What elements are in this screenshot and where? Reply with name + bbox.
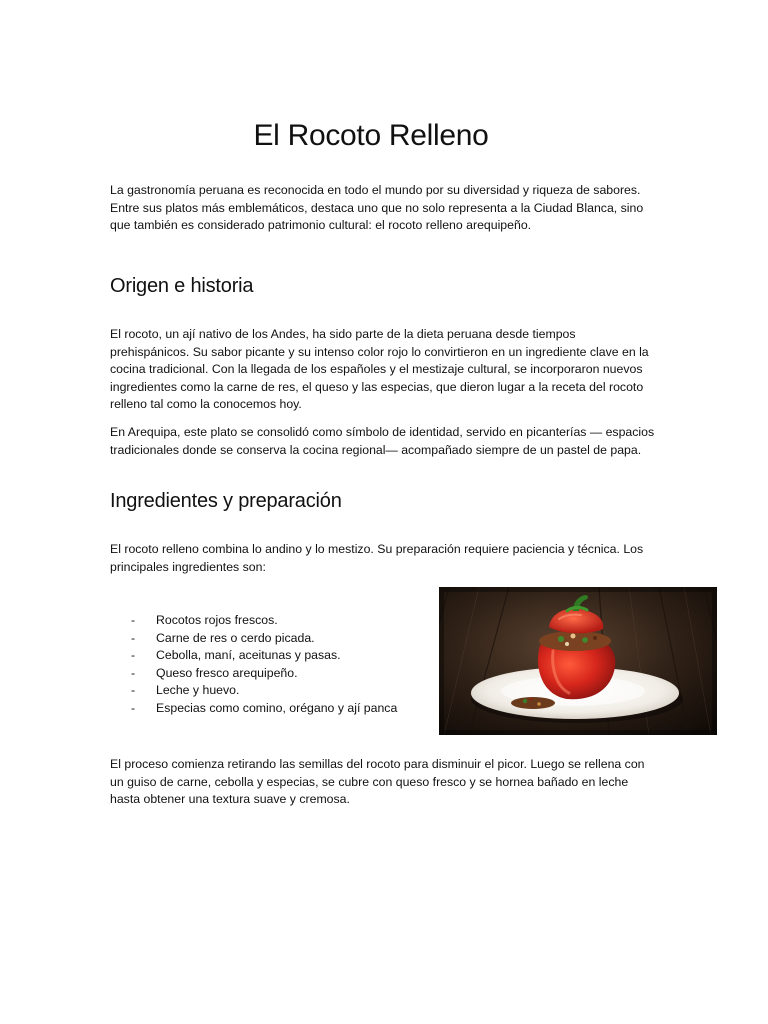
rocoto-relleno-illustration bbox=[439, 587, 717, 735]
list-item-text: Cebolla, maní, aceitunas y pasas. bbox=[156, 648, 341, 663]
intro-paragraph: La gastronomía peruana es reconocida en todo el mundo por su diversidad y riqueza de sabores. Entre sus platos más emblemáticos, destaca uno que no solo representa a la Ciudad Blanca, sino que también es considerado patrimonio cultural: el rocoto relleno arequipeño. bbox=[110, 183, 644, 233]
origen-paragraph-1: El rocoto, un ají nativo de los Andes, ha sido parte de la dieta peruana desde tiempos prehispánicos. Su sabor picante y su intenso color rojo lo convirtieron en un ingrediente clave en la cocina tradicional. Con la llegada de los españoles y el mestizaje cultural, se incorporaron nuevos ingredientes como la carne de res, el queso y las especias, que dieron lugar a la receta del rocoto relleno tal como la conocemos hoy. bbox=[110, 327, 649, 412]
list-item-text: Queso fresco arequipeño. bbox=[156, 665, 298, 680]
list-item-text: Leche y huevo. bbox=[156, 683, 240, 698]
list-item-text: Especias como comino, orégano y ají panca bbox=[156, 700, 398, 715]
proceso-paragraph: El proceso comienza retirando las semillas del rocoto para disminuir el picor. Luego se rellena con un guiso de carne, cebolla y especias, se cubre con queso fresco y se hornea bañado en leche hasta obtener una textura suave y cremosa. bbox=[110, 757, 645, 807]
list-dash: - bbox=[131, 630, 136, 645]
list-dash: - bbox=[131, 648, 136, 663]
list-item bbox=[110, 647, 430, 665]
list-dash: - bbox=[131, 700, 136, 715]
list-item bbox=[110, 612, 430, 630]
origen-paragraph-2: En Arequipa, este plato se consolidó como símbolo de identidad, servido en picanterías — espacios tradicionales donde se conserva la cocina regional— acompañado siempre de un pastel de papa. bbox=[110, 425, 655, 457]
list-dash: - bbox=[131, 665, 136, 680]
list-dash: - bbox=[131, 613, 136, 627]
list-item bbox=[110, 665, 430, 683]
list-item-text: Carne de res o cerdo picada. bbox=[156, 630, 315, 645]
list-item bbox=[110, 682, 430, 700]
section-heading-origen: Origen e historia bbox=[110, 275, 254, 297]
section-heading-ingredientes: Ingredientes y preparación bbox=[110, 490, 342, 512]
page-title: El Rocoto Relleno bbox=[253, 119, 489, 152]
ingredientes-intro-paragraph: El rocoto relleno combina lo andino y lo mestizo. Su preparación requiere paciencia y técnica. Los principales ingredientes son: bbox=[110, 542, 644, 574]
ingredients-list bbox=[110, 612, 430, 718]
list-dash: - bbox=[131, 683, 136, 698]
list-item bbox=[110, 630, 430, 648]
list-item-text: Rocotos rojos frescos. bbox=[156, 613, 278, 627]
list-item bbox=[110, 700, 430, 718]
rocoto-relleno-photo bbox=[439, 587, 717, 735]
